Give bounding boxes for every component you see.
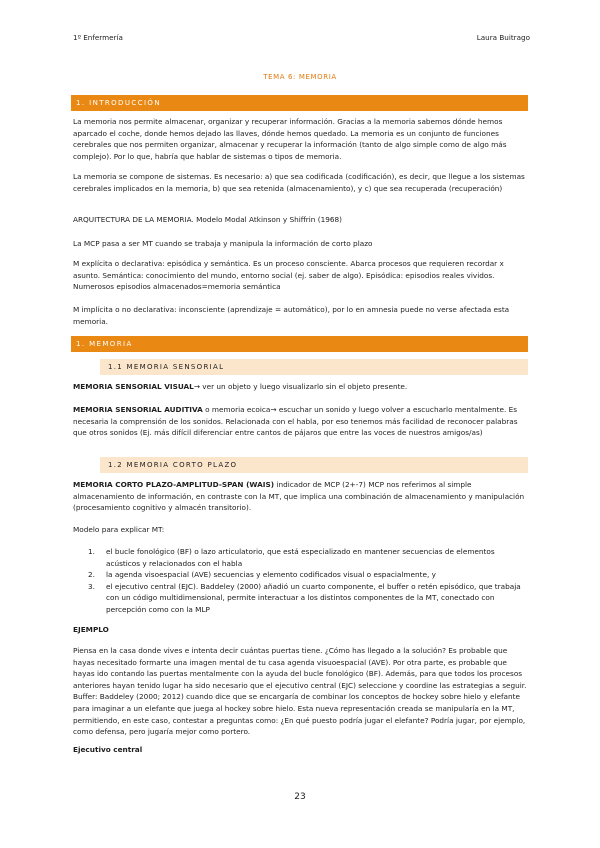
paragraph-explicita: M explícita o declarativa: episódica y semántica. Es un proceso consciente. Abarca procesos que requieren recordar x asunto. Semántica: conocimiento del mundo, entorno social (ej. saber de algo). Episódica: episodios reales vividos. Numerosos episodios almacenados=memoria semántica	[73, 259, 504, 292]
list-item-text: el ejecutivo central (EJC). Baddeley (2000) añadió un cuarto componente, el buffer o retén episódico, que trabaja con un código multidimensional, permite interactuar a los distintos componentes de la MT, conectado con percepción como con la MLP	[106, 581, 521, 614]
section-memoria: 1. MEMORIA	[71, 336, 528, 352]
subsection-corto-plazo: 1.2 MEMORIA CORTO PLAZO	[100, 457, 528, 473]
paragraph-ejemplo: Piensa en la casa donde vives e intenta decir cuántas puertas tiene. ¿Cómo has llegado a la solución? Es probable que hayas necesitado formarte una imagen mental de tu casa agenda visuoespacial (AVE). Por otra parte, es probable que hayas ido contando las puertas mentalmente con la ayuda del bucle fonológico (BF). Además, para que todos los procesos anteriores hayan tenido lugar ha sido necesario que el ejecutivo central (EJC) seleccione y coordine las estrategias a seguir. Buffer: Baddeley (2000; 2012) cuando dice que se encargaría de combinar los conceptos de hockey sobre hielo y elefante para imaginar a un elefante que juega al hockey sobre hielo. Esta nueva representación creada se manipularía en la MT, permitiendo, en este caso, contestar a preguntas como: ¿En qué puesto podría jugar el elefante? Podría jugar, por ejemplo, como defensa, pero jugaría mejor como portero.	[73, 646, 527, 737]
ejemplo-heading: EJEMPLO	[73, 625, 109, 634]
paragraph-modelo: Modelo para explicar MT:	[73, 525, 165, 534]
list-item-number: 1.	[88, 547, 95, 556]
mt-model-list	[88, 546, 528, 616]
list-item-number: 3.	[88, 581, 95, 591]
paragraph-sistemas: La memoria se compone de sistemas. Es necesario: a) que sea codificada (codificación), es decir, que llegue a los sistemas cerebrales implicados en la memoria, b) que sea retenida (almacenamiento), y c) que sea recuperada (recuperación)	[73, 172, 525, 193]
paragraph-mcp: La MCP pasa a ser MT cuando se trabaja y manipula la información de corto plazo	[73, 239, 373, 248]
visual-text: → ver un objeto y luego visualizarlo sin el objeto presente.	[193, 382, 408, 391]
paragraph-visual	[73, 381, 528, 393]
list-item	[88, 581, 528, 616]
visual-label: MEMORIA SENSORIAL VISUAL	[73, 382, 194, 391]
paragraph-auditiva	[73, 404, 528, 439]
auditiva-text: o memoria ecoica→ escuchar un sonido y luego volver a escucharlo mentalmente. Es necesaria la comprensión de los sonidos. Relacionada con el habla, por eso tenemos más facilidad de reconocer palabras que otros sonidos (Ej. más difícil diferenciar entre cantos de pájaros que entre las voces de nuestros amigos/as)	[73, 405, 518, 438]
paragraph-corto-plazo	[73, 479, 528, 514]
topic-title: TEMA 6: MEMORIA	[263, 73, 337, 81]
section-introduccion: 1. INTRODUCCIÓN	[71, 95, 528, 111]
list-item	[88, 569, 528, 581]
list-item-text: la agenda visoespacial (AVE) secuencias y elemento codificados visual o espacialmente, y	[106, 570, 436, 580]
ejecutivo-central-heading: Ejecutivo central	[73, 745, 143, 754]
list-item-number: 2.	[88, 570, 95, 580]
header-left: 1º Enfermería	[73, 33, 123, 42]
page-number: 23	[294, 792, 306, 802]
paragraph-arquitectura: ARQUITECTURA DE LA MEMORIA. Modelo Modal Atkinson y Shiffrin (1968)	[73, 215, 343, 224]
corto-text: indicador de MCP (2+-7) MCP nos referimos al simple almacenamiento de información, en contraste con la MT, que implica una combinación de almacenamiento y manipulación (procesamiento cognitivo y almacén transitorio).	[73, 480, 525, 513]
auditiva-label: MEMORIA SENSORIAL AUDITIVA	[73, 405, 203, 414]
paragraph-implicita: M implícita o no declarativa: inconsciente (aprendizaje = automático), por lo en amnesia puede no verse afectada esta memoria.	[73, 305, 510, 326]
list-item-text: el bucle fonológico (BF) o lazo articulatorio, que está especializado en mantener secuencias de elementos acústicos y relacionados con el habla	[106, 547, 495, 568]
paragraph-intro: La memoria nos permite almacenar, organizar y recuperar información. Gracias a la memoria sabemos dónde hemos aparcado el coche, donde hemos dejado las llaves, dónde hemos quedado. La memoria es un conjunto de funciones cerebrales que nos permiten organizar, almacenar y recuperar la información (tanto de algo simple como de algo más complejo). Por lo que, habría que hablar de sistemas o tipos de memoria.	[73, 117, 507, 161]
list-item	[88, 546, 528, 569]
header-right: Laura Buitrago	[476, 33, 530, 42]
corto-label: MEMORIA CORTO PLAZO-AMPLITUD-SPAN (WAIS)	[73, 480, 275, 489]
subsection-sensorial: 1.1 MEMORIA SENSORIAL	[100, 359, 528, 375]
